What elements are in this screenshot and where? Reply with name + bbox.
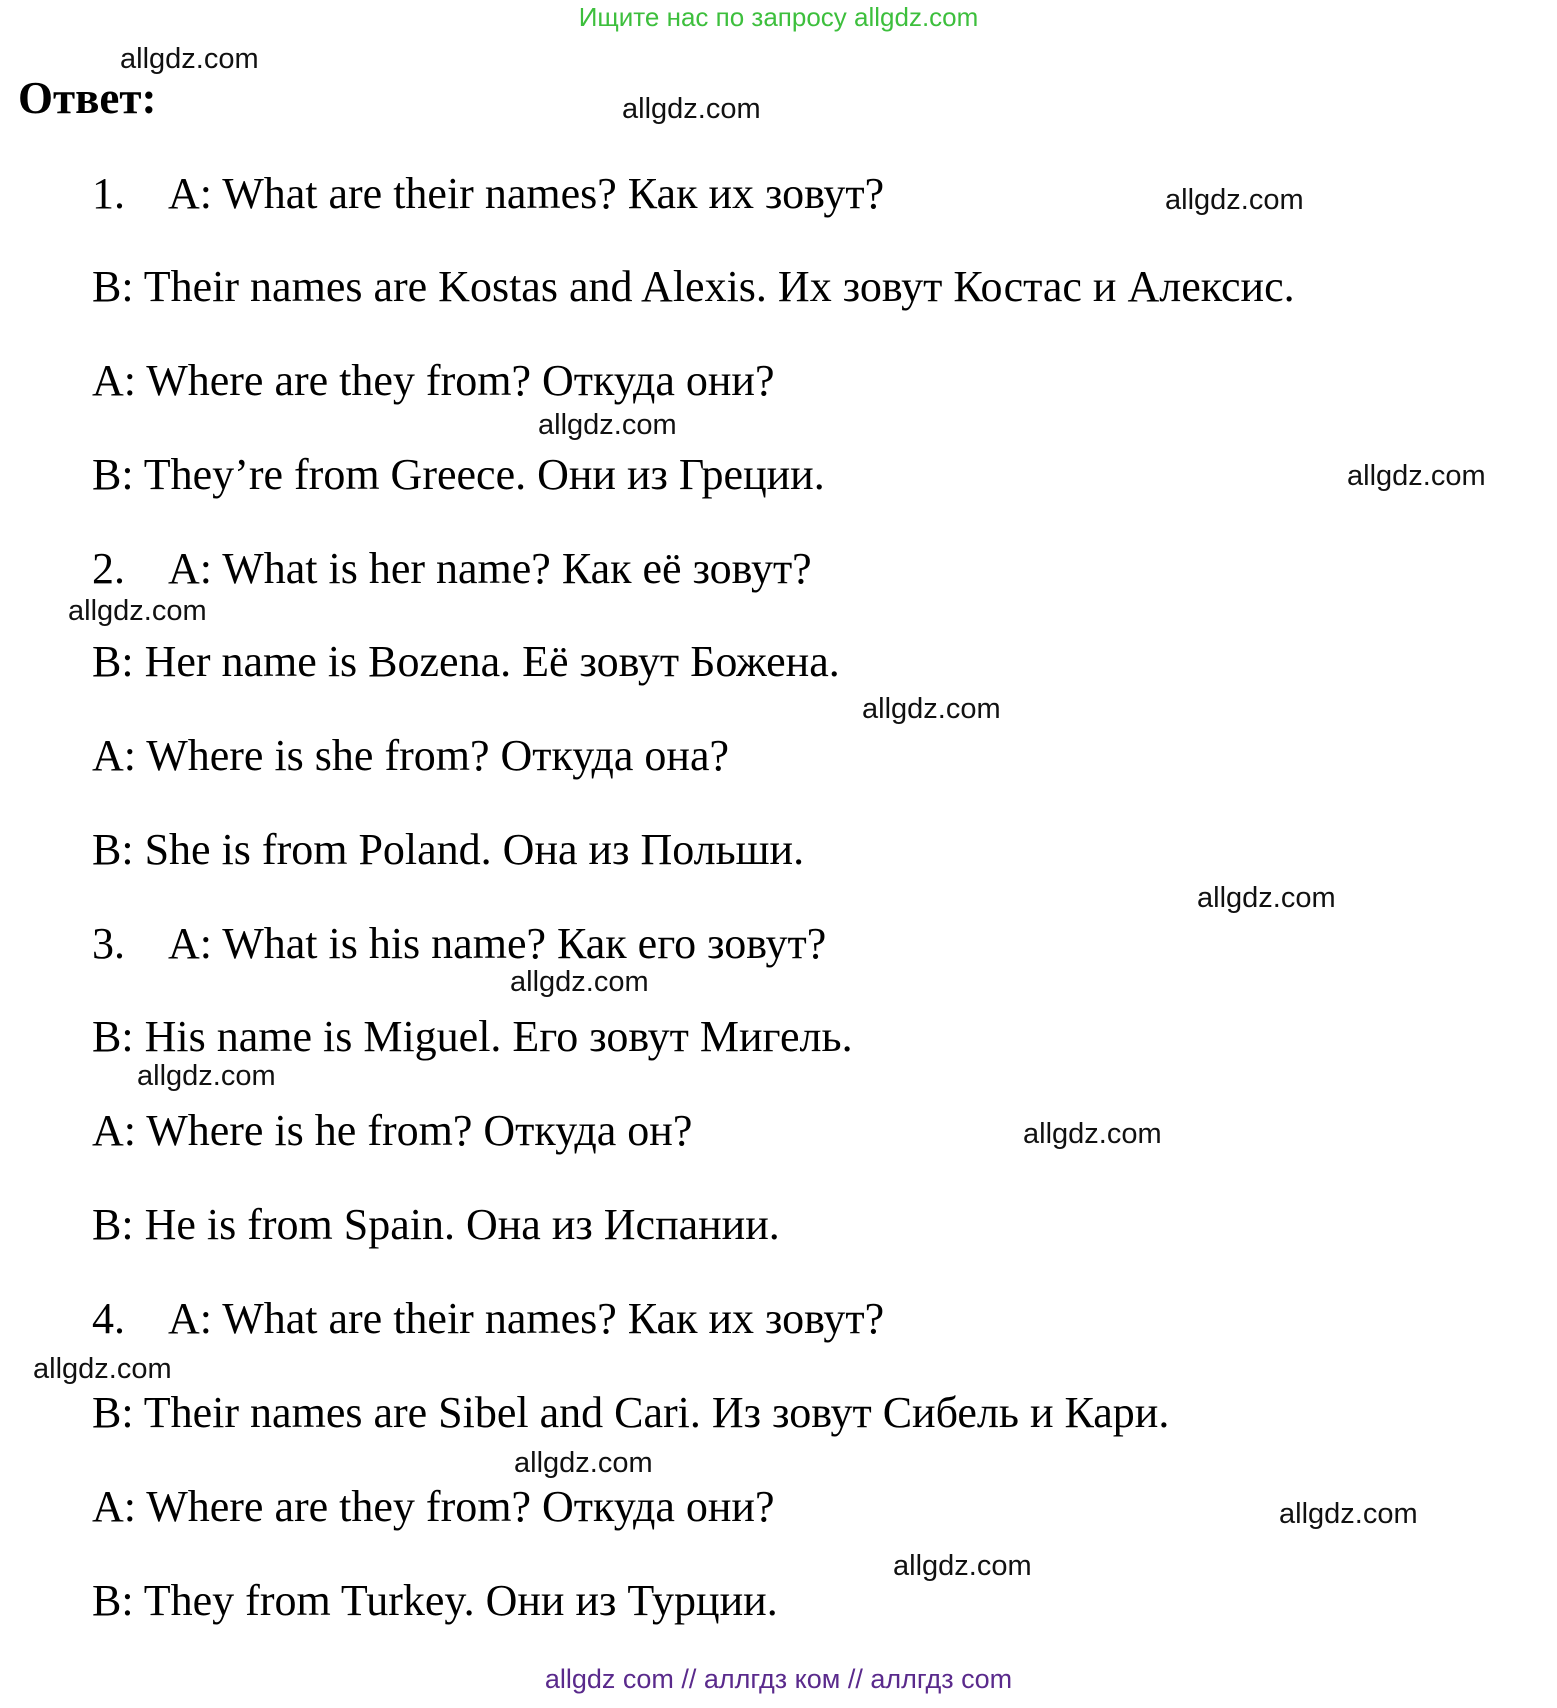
item-number: 4. bbox=[92, 1294, 125, 1343]
dialogue-line bbox=[92, 1200, 780, 1249]
line-text: B: Their names are Sibel and Cari. Из зовут Сибель и Кари. bbox=[92, 1388, 1170, 1437]
watermark: allgdz.com bbox=[538, 409, 677, 441]
line-text: B: They’re from Greece. Они из Греции. bbox=[92, 450, 825, 499]
line-text: A: Where is he from? Откуда он? bbox=[92, 1106, 693, 1155]
line-text: A: Where are they from? Откуда они? bbox=[92, 356, 775, 405]
dialogue-line bbox=[92, 1576, 778, 1625]
line-text: B: His name is Miguel. Его зовут Мигель. bbox=[92, 1012, 853, 1061]
line-text: A: What is her name? Как её зовут? bbox=[168, 544, 812, 593]
item-number: 3. bbox=[92, 919, 125, 968]
dialogue-line bbox=[92, 450, 825, 499]
line-text: A: What are their names? Как их зовут? bbox=[168, 169, 885, 218]
dialogue-line bbox=[92, 1482, 775, 1531]
dialogue-line bbox=[92, 356, 775, 405]
watermark: allgdz.com bbox=[33, 1353, 172, 1385]
watermark: allgdz.com bbox=[1197, 882, 1336, 914]
dialogue-line bbox=[92, 825, 805, 874]
dialogue-line bbox=[92, 1106, 693, 1155]
answer-heading: Ответ: bbox=[18, 73, 157, 123]
item-number: 2. bbox=[92, 544, 125, 593]
watermark: allgdz.com bbox=[514, 1447, 653, 1479]
line-text: B: Their names are Kostas and Alexis. Их зовут Костас и Алексис. bbox=[92, 262, 1295, 311]
watermark: allgdz.com bbox=[120, 43, 259, 75]
dialogue-line bbox=[92, 1012, 853, 1061]
search-banner: Ищите нас по запросу allgdz.com bbox=[578, 2, 979, 32]
watermark: allgdz.com bbox=[510, 966, 649, 998]
dialogue-line bbox=[92, 1294, 885, 1343]
line-text: B: They from Turkey. Они из Турции. bbox=[92, 1576, 778, 1625]
dialogue-line bbox=[92, 262, 1295, 311]
watermark: allgdz.com bbox=[1165, 184, 1304, 216]
line-text: B: He is from Spain. Она из Испании. bbox=[92, 1200, 780, 1249]
watermark: allgdz.com bbox=[1023, 1118, 1162, 1150]
dialogue-line bbox=[92, 731, 730, 780]
footer-watermark: allgdz com // аллгдз ком // аллгдз com bbox=[544, 1664, 1013, 1694]
line-text: A: What is his name? Как его зовут? bbox=[168, 919, 827, 968]
watermark: allgdz.com bbox=[1347, 460, 1486, 492]
dialogue-line bbox=[92, 544, 812, 593]
watermark: allgdz.com bbox=[1279, 1498, 1418, 1530]
watermark: allgdz.com bbox=[862, 693, 1001, 725]
line-text: B: Her name is Bozena. Её зовут Божена. bbox=[92, 637, 840, 686]
line-text: A: Where is she from? Откуда она? bbox=[92, 731, 730, 780]
line-text: B: She is from Poland. Она из Польши. bbox=[92, 825, 805, 874]
dialogue-line bbox=[92, 169, 885, 218]
dialogue-line bbox=[92, 1388, 1170, 1437]
line-text: A: What are their names? Как их зовут? bbox=[168, 1294, 885, 1343]
watermark: allgdz.com bbox=[893, 1550, 1032, 1582]
dialogue-line bbox=[92, 637, 840, 686]
watermark: allgdz.com bbox=[622, 93, 761, 125]
watermark: allgdz.com bbox=[68, 595, 207, 627]
line-text: A: Where are they from? Откуда они? bbox=[92, 1482, 775, 1531]
watermark: allgdz.com bbox=[137, 1060, 276, 1092]
dialogue-line bbox=[92, 919, 827, 968]
item-number: 1. bbox=[92, 169, 125, 218]
